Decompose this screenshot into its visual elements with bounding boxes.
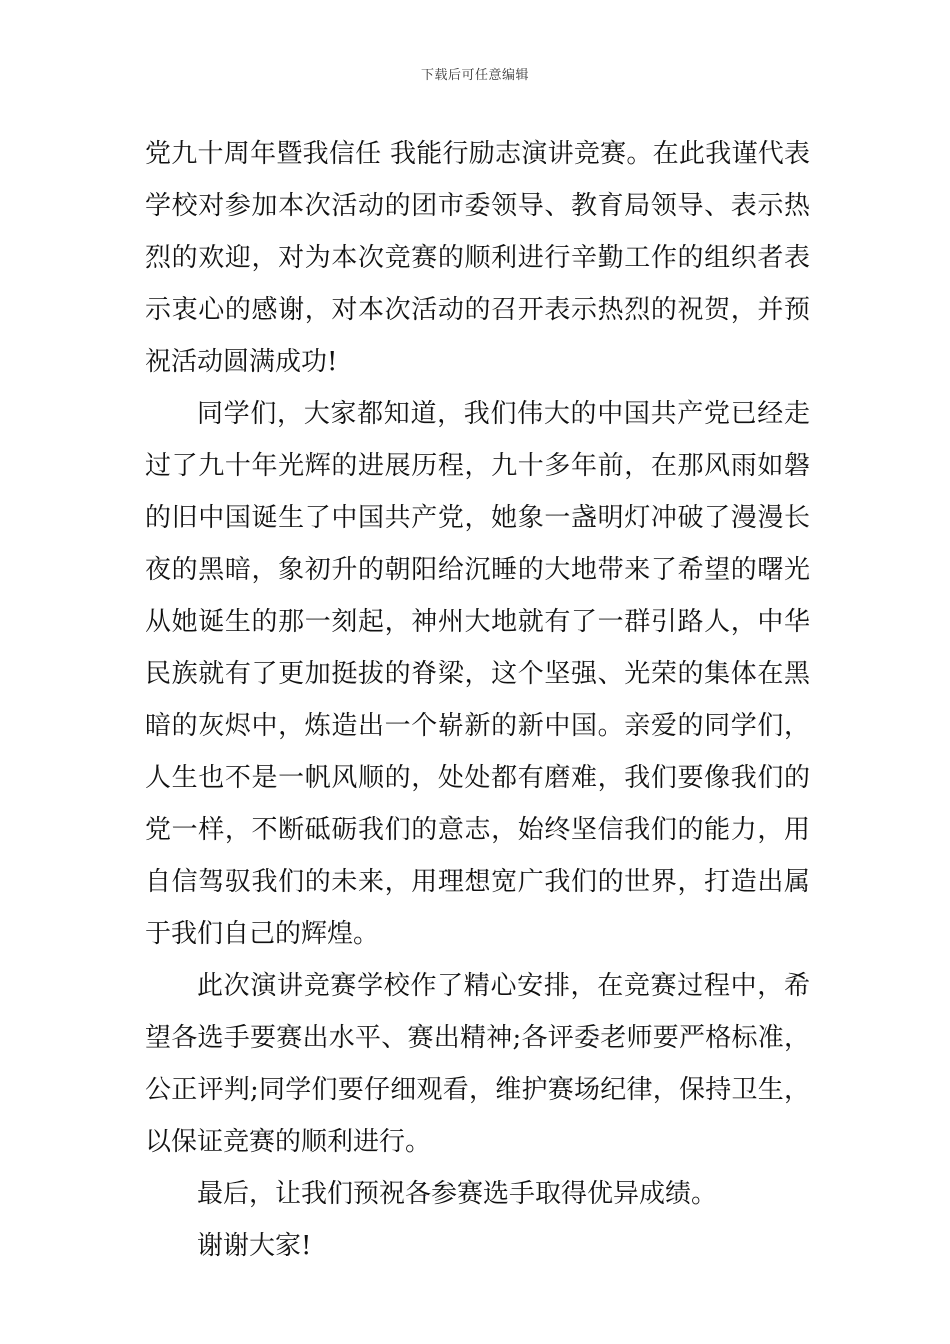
page-header: 下载后可任意编辑: [420, 68, 529, 83]
paragraph-opening: 党九十周年暨我信任 我能行励志演讲竞赛。在此我谨代表学校对参加本次活动的团市委领导、教育局领导、表示热烈的欢迎，对为本次竞赛的顺利进行辛勤工作的组织者表示衷心的感谢，对本次活动的召开表示热烈的祝贺，并预祝活动圆满成功!: [145, 139, 810, 377]
paragraph-wishes: 最后，让我们预祝各参赛选手取得优异成绩。: [197, 1179, 718, 1209]
paragraph-competition: 此次演讲竞赛学校作了精心安排，在竞赛过程中，希望各选手要赛出水平、赛出精神;各评委老师要严格标准，公正评判;同学们要仔细观看，维护赛场纪律，保持卫生，以保证竞赛的顺利进行。: [145, 971, 810, 1157]
paragraph-party-history: 同学们，大家都知道，我们伟大的中国共产党已经走过了九十年光辉的进展历程，九十多年前，在那风雨如磐的旧中国诞生了中国共产党，她象一盏明灯冲破了漫漫长夜的黑暗，象初升的朝阳给沉睡的大地带来了希望的曙光从她诞生的那一刻起，神州大地就有了一群引路人，中华民族就有了更加挺拔的脊梁，这个坚强、光荣的集体在黑暗的灰烬中，炼造出一个崭新的新中国。亲爱的同学们，人生也不是一帆风顺的，处处都有磨难，我们要像我们的党一样，不断砥砺我们的意志，始终坚信我们的能力，用自信驾驭我们的未来，用理想宽广我们的世界，打造出属于我们自己的辉煌。: [145, 399, 810, 949]
document-body: [145, 128, 810, 1272]
paragraph-thanks: 谢谢大家!: [197, 1231, 312, 1261]
